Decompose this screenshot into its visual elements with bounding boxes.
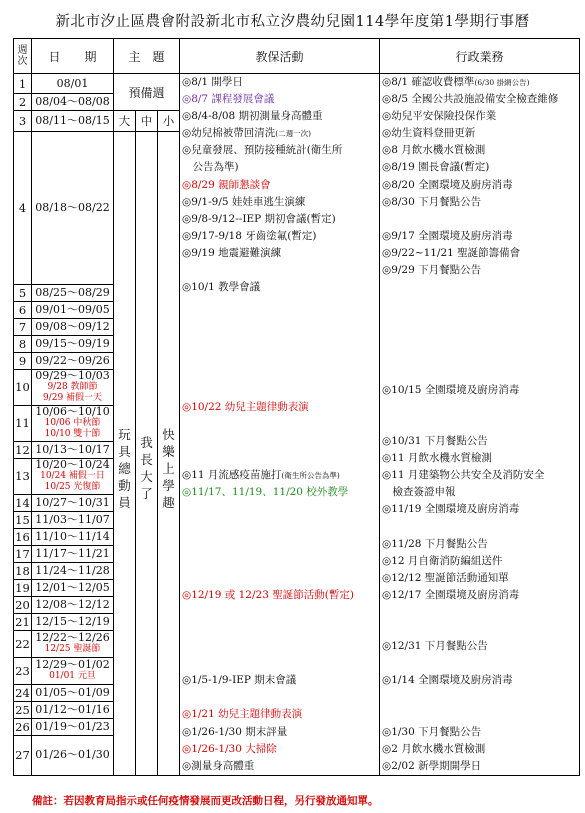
calendar-body xyxy=(14,74,580,776)
theme-text: 我長大了 xyxy=(140,435,153,502)
theme-big xyxy=(114,132,136,776)
teaching-item xyxy=(180,518,379,535)
week-date xyxy=(32,718,114,735)
week-date xyxy=(32,657,114,684)
item-text: ◎8/4-8/08 期初測量身高體重 xyxy=(182,110,323,123)
date-range: 08/18～08/22 xyxy=(35,200,110,214)
week-date xyxy=(32,94,114,111)
admin-item xyxy=(380,450,579,467)
date-range: 08/01 xyxy=(56,76,89,90)
item-text: ◎11/17、11/19、11/20 校外教學 xyxy=(182,486,349,499)
date-range: 01/12～01/16 xyxy=(35,702,110,716)
item-text: ◎9/8-9/12--IEP 期初會議(暫定) xyxy=(182,212,336,225)
week-date xyxy=(32,132,114,285)
admin-item xyxy=(380,262,579,279)
admin-item xyxy=(380,604,579,621)
date-range: 11/10～11/14 xyxy=(35,529,110,543)
holiday-note: 10/06 中秋節 xyxy=(44,418,101,429)
table-row xyxy=(14,74,580,94)
teaching-item xyxy=(180,279,379,296)
date-range: 10/13～10/17 xyxy=(35,442,110,456)
week-date xyxy=(32,405,114,441)
teaching-item xyxy=(180,245,379,262)
date-range: 12/22～12/26 xyxy=(35,631,110,645)
teaching-item xyxy=(180,484,379,501)
admin-item xyxy=(380,467,579,484)
item-text: ◎11/28 下月餐點公告 xyxy=(382,537,488,550)
holiday-note: 9/28 教師節 xyxy=(47,382,98,393)
item-text: ◎1/14 全園環境及廚房消毒 xyxy=(382,674,513,687)
week-number: 14 xyxy=(15,495,30,510)
admin-item xyxy=(380,142,579,159)
admin-item xyxy=(380,348,579,365)
item-text: 公告為準) xyxy=(182,161,239,174)
item-text: ◎9/19 地震避難演練 xyxy=(182,246,282,259)
teaching-item xyxy=(180,399,379,416)
date-range: 01/19～01/23 xyxy=(35,719,110,733)
item-text: ◎8/20 全園環境及廚房消毒 xyxy=(382,178,513,191)
holiday-note: 10/24 補假一日 xyxy=(40,471,105,482)
teaching-item xyxy=(180,348,379,365)
teaching-item xyxy=(180,74,379,91)
week-number: 7 xyxy=(14,318,32,335)
week-date xyxy=(32,630,114,657)
date-range: 12/01～12/05 xyxy=(35,580,110,594)
teaching-item xyxy=(180,536,379,553)
week-date xyxy=(32,735,114,775)
admin-item xyxy=(380,706,579,723)
admin-item xyxy=(380,108,579,125)
calendar-table xyxy=(13,38,580,776)
item-text: ◎9/17 全園環境及廚房消毒 xyxy=(382,229,513,242)
item-text: ◎12/31 下月餐點公告 xyxy=(382,640,488,653)
date-range: 08/04～08/08 xyxy=(35,95,110,108)
admin-item xyxy=(380,553,579,570)
week-number: 10 xyxy=(14,369,32,405)
item-text: ◎8/30 下月餐點公告 xyxy=(382,195,482,208)
admin-item xyxy=(380,655,579,672)
item-text: ◎11 月流感疫苗施打 xyxy=(182,469,282,482)
teaching-item xyxy=(180,211,379,228)
item-text: ◎1/5-1/9-IEP 期末會議 xyxy=(182,674,297,687)
admin-item xyxy=(380,518,579,535)
item-text: ◎9/29 下月餐點公告 xyxy=(382,264,482,277)
week-number: 21 xyxy=(15,614,30,629)
admin-item xyxy=(380,689,579,706)
item-text: ◎8/7 課程發展會議 xyxy=(182,93,275,106)
theme-level-big: 大 xyxy=(114,111,136,132)
admin-item xyxy=(380,399,579,416)
theme-text: 玩具總動員 xyxy=(118,426,131,510)
date-range: 12/08～12/12 xyxy=(35,597,110,611)
admin-item xyxy=(380,177,579,194)
admin-item xyxy=(380,228,579,245)
item-text: ◎2 月飲水機水質檢測 xyxy=(382,742,486,755)
week-date xyxy=(32,562,114,579)
item-text: ◎幼兒平安保險投保作業 xyxy=(382,110,497,123)
teaching-item xyxy=(180,672,379,689)
week-date xyxy=(32,545,114,562)
item-text: ◎11/19 全園環境及廚房消毒 xyxy=(382,503,520,516)
week-date xyxy=(32,111,114,132)
holiday-note: 10/10 雙十節 xyxy=(44,429,101,440)
week-date xyxy=(32,301,114,318)
item-text: ◎兒童發展、預防接種統計(衛生所 xyxy=(182,144,343,157)
date-range: 09/08～09/12 xyxy=(35,319,110,333)
date-range: 01/05～01/09 xyxy=(35,685,110,699)
week-number: 18 xyxy=(15,563,30,578)
admin-item xyxy=(380,159,579,176)
item-text: ◎1/26-1/30 大掃除 xyxy=(182,742,277,755)
week-date xyxy=(32,613,114,630)
item-text: ◎11 月建築物公共安全及消防安全 xyxy=(382,469,545,482)
holiday-note: 12/25 聖誕節 xyxy=(44,644,101,655)
week-number: 22 xyxy=(14,630,32,657)
teaching-item xyxy=(180,365,379,382)
theme-level-small: 小 xyxy=(158,111,180,132)
item-text: ◎9/1-9/5 娃娃車逃生演練 xyxy=(182,195,306,208)
header-admin: 行政業務 xyxy=(380,39,580,74)
week-number: 9 xyxy=(14,352,32,369)
teaching-item xyxy=(180,313,379,330)
item-text: ◎12/17 全園環境及廚房消毒 xyxy=(382,588,520,601)
teaching-item xyxy=(180,416,379,433)
date-range: 08/11～08/15 xyxy=(35,114,110,127)
week-number: 16 xyxy=(15,529,30,544)
date-range: 10/06～10/10 xyxy=(35,405,110,419)
item-text: 檢查簽證申報 xyxy=(382,486,456,499)
week-number: 2 xyxy=(14,94,32,111)
admin-item xyxy=(380,313,579,330)
page-title: 新北市汐止區農會附設新北市私立汐農幼兒園114學年度第1學期行事曆 xyxy=(55,14,530,30)
week-date xyxy=(32,596,114,613)
header-week: 週次 xyxy=(14,39,32,74)
admin-tasks xyxy=(380,74,580,776)
item-text: ◎10/1 教學會議 xyxy=(182,281,261,294)
admin-item xyxy=(380,296,579,313)
teaching-item xyxy=(180,433,379,450)
holiday-note: 01/01 元旦 xyxy=(49,671,96,682)
item-text: ◎幼生資料登冊更新 xyxy=(382,127,476,140)
admin-item xyxy=(380,245,579,262)
teaching-item xyxy=(180,450,379,467)
item-text: ◎11 月飲水機水質檢測 xyxy=(382,452,492,465)
admin-item xyxy=(380,741,579,758)
week-number: 13 xyxy=(14,458,32,494)
week-number: 23 xyxy=(14,657,32,684)
item-text: ◎8/19 園長會議(暫定) xyxy=(382,161,490,174)
teaching-item xyxy=(180,689,379,706)
teaching-item xyxy=(180,296,379,313)
teaching-item xyxy=(180,194,379,211)
date-range: 09/22～09/26 xyxy=(35,353,110,367)
week-number: 19 xyxy=(15,580,30,595)
week-number: 17 xyxy=(15,546,30,561)
date-range: 09/29～10/03 xyxy=(35,369,110,383)
item-text: ◎8/1 開學日 xyxy=(182,76,243,88)
week-number: 8 xyxy=(14,335,32,352)
week-date xyxy=(32,458,114,494)
week-date xyxy=(32,335,114,352)
week-date xyxy=(32,369,114,405)
item-text: ◎12/12 聖誕節活動通知單 xyxy=(382,571,509,584)
teaching-item xyxy=(180,262,379,279)
admin-item xyxy=(380,330,579,347)
admin-item xyxy=(380,125,579,142)
admin-item xyxy=(380,536,579,553)
teaching-item xyxy=(180,142,379,159)
week-date xyxy=(32,441,114,458)
date-range: 09/01～09/05 xyxy=(35,302,110,316)
admin-item xyxy=(380,194,579,211)
week-date xyxy=(32,579,114,596)
date-range: 11/17～11/21 xyxy=(35,546,110,560)
week-number: 12 xyxy=(15,442,30,457)
admin-item xyxy=(380,570,579,587)
item-text: ◎測量身高體重 xyxy=(182,759,255,772)
header-date: 日 期 xyxy=(32,39,114,74)
week-number: 4 xyxy=(14,132,32,285)
teaching-item xyxy=(180,382,379,399)
date-range: 12/15～12/19 xyxy=(35,614,110,628)
admin-item xyxy=(380,501,579,518)
holiday-note: 10/25 光復節 xyxy=(44,482,101,493)
item-text: ◎10/15 全園環境及廚房消毒 xyxy=(382,383,520,396)
item-text: ◎幼兒棉被帶回清洗 xyxy=(182,127,276,140)
teaching-item xyxy=(180,553,379,570)
item-text: ◎10/22 幼兒主題律動表演 xyxy=(182,400,309,413)
item-text: ◎8 月飲水機水質檢測 xyxy=(382,144,486,157)
admin-item xyxy=(380,621,579,638)
teaching-item xyxy=(180,621,379,638)
week-date xyxy=(32,701,114,718)
week-number: 24 xyxy=(15,685,30,700)
item-text: ◎1/21 幼兒主題律動表演 xyxy=(182,708,303,721)
week-number: 20 xyxy=(15,597,30,612)
date-range: 09/15～09/19 xyxy=(35,336,110,350)
week-number: 26 xyxy=(15,719,30,734)
item-note: (衛生所公告為準) xyxy=(281,471,340,481)
date-range: 08/25～08/29 xyxy=(35,285,110,299)
teaching-item xyxy=(180,587,379,604)
teaching-item xyxy=(180,706,379,723)
week-date xyxy=(32,528,114,545)
item-text: ◎9/17-9/18 牙齒塗氟(暫定) xyxy=(182,229,317,242)
theme-small xyxy=(158,132,180,776)
theme-mid xyxy=(136,132,158,776)
admin-item xyxy=(380,211,579,228)
admin-item xyxy=(380,91,579,108)
admin-item xyxy=(380,672,579,689)
theme-level-mid: 中 xyxy=(136,111,158,132)
teaching-item xyxy=(180,467,379,484)
admin-item xyxy=(380,638,579,655)
item-text: ◎8/1 確認收費標準 xyxy=(382,76,475,88)
admin-item xyxy=(380,587,579,604)
week-number: 5 xyxy=(14,284,32,301)
teaching-item xyxy=(180,177,379,194)
week-number: 25 xyxy=(15,702,30,717)
week-number: 6 xyxy=(14,301,32,318)
week-date xyxy=(32,74,114,94)
date-range: 11/03～11/07 xyxy=(35,512,110,526)
teaching-item xyxy=(180,501,379,518)
teaching-item xyxy=(180,655,379,672)
item-text: ◎1/26-1/30 期末評量 xyxy=(182,725,288,738)
item-text: ◎12/19 或 12/23 聖誕節活動(暫定) xyxy=(182,588,354,601)
theme-text: 快樂上學趣 xyxy=(162,426,175,510)
admin-item xyxy=(380,416,579,433)
date-range: 10/20～10/24 xyxy=(35,458,110,472)
date-range: 11/24～11/28 xyxy=(35,563,110,577)
week-date xyxy=(32,684,114,701)
teaching-item xyxy=(180,159,379,176)
item-text: ◎9/22~11/21 聖誕節籌備會 xyxy=(382,246,521,259)
item-text: ◎8/5 全國公共設施設備安全檢查維修 xyxy=(382,93,559,106)
theme-prep-week: 預備週 xyxy=(114,74,180,111)
item-text: ◎12 月自衛消防編組送件 xyxy=(382,554,503,567)
item-text: ◎8/29 親師懇談會 xyxy=(182,178,271,191)
teaching-activities xyxy=(180,74,380,776)
week-number: 1 xyxy=(14,74,32,94)
item-note: (二週一次) xyxy=(275,129,312,139)
admin-item xyxy=(380,382,579,399)
teaching-item xyxy=(180,604,379,621)
teaching-item xyxy=(180,228,379,245)
item-text: ◎2/02 新學期開學日 xyxy=(382,759,482,772)
teaching-item xyxy=(180,570,379,587)
admin-item xyxy=(380,484,579,501)
header-teaching: 教保活動 xyxy=(180,39,380,74)
item-text: ◎1/30 下月餐點公告 xyxy=(382,725,482,738)
admin-item xyxy=(380,279,579,296)
week-number: 11 xyxy=(14,405,32,441)
week-date xyxy=(32,494,114,511)
week-number: 15 xyxy=(15,512,30,527)
item-text: ◎10/31 下月餐點公告 xyxy=(382,434,488,447)
header-theme: 主 題 xyxy=(114,39,180,74)
admin-item xyxy=(380,365,579,382)
week-date xyxy=(32,352,114,369)
admin-item xyxy=(380,433,579,450)
teaching-item xyxy=(180,724,379,741)
admin-item xyxy=(380,724,579,741)
teaching-item xyxy=(180,108,379,125)
holiday-note: 9/29 補假一天 xyxy=(42,393,103,404)
teaching-item xyxy=(180,758,379,775)
week-date xyxy=(32,284,114,301)
item-note: (6/30 掛網公告) xyxy=(474,78,530,87)
teaching-item xyxy=(180,330,379,347)
date-range: 01/26～01/30 xyxy=(35,748,110,762)
teaching-item xyxy=(180,125,379,142)
week-number: 3 xyxy=(14,111,32,132)
teaching-item xyxy=(180,638,379,655)
admin-item xyxy=(380,758,579,775)
teaching-item xyxy=(180,741,379,758)
teaching-item xyxy=(180,91,379,108)
week-date xyxy=(32,511,114,528)
date-range: 12/29～01/02 xyxy=(35,658,110,672)
date-range: 10/27～10/31 xyxy=(35,495,110,509)
week-number: 27 xyxy=(14,735,32,775)
week-date xyxy=(32,318,114,335)
footnote: 備註：若因教育局指示或任何疫情發展而更改活動日程，另行發放通知單。 xyxy=(32,795,379,807)
admin-item xyxy=(380,74,579,91)
